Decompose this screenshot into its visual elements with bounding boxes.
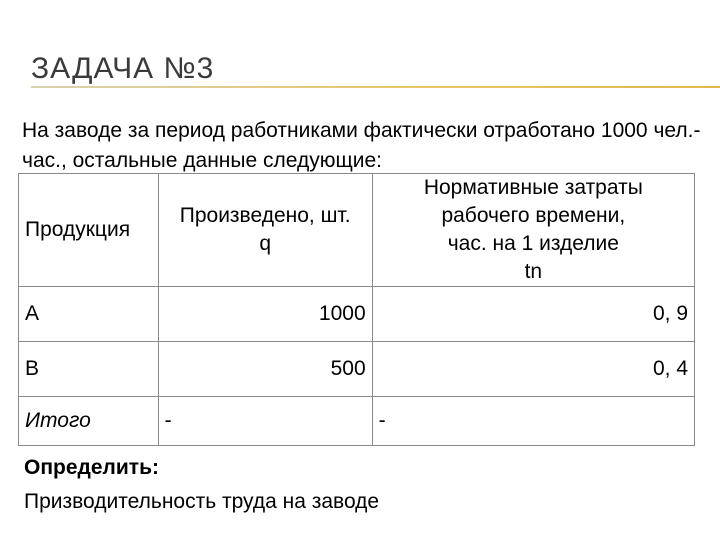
data-table [18, 173, 695, 446]
cell-total-produced: - [158, 397, 372, 446]
header-product: Продукция [19, 174, 159, 287]
table-total-row [19, 397, 695, 446]
task-text: Призводительность труда на заводе [24, 490, 380, 513]
cell-product: В [19, 342, 159, 397]
header-norm-line3: час. на 1 изделие [447, 232, 619, 255]
cell-norm: 0, 4 [372, 342, 694, 397]
header-norm-line4: tn [524, 260, 543, 283]
table-row [19, 342, 695, 397]
cell-produced: 500 [158, 342, 372, 397]
cell-produced: 1000 [158, 287, 372, 342]
cell-product: А [19, 287, 159, 342]
header-produced-line2: q [259, 232, 271, 255]
table-row [19, 287, 695, 342]
determine-label: Определить: [24, 456, 159, 479]
title-underline [31, 86, 720, 88]
cell-total-norm: - [372, 397, 694, 446]
intro-text: На заводе за период работниками фактически отработано 1000 чел.-час., остальные данные следующие: [22, 119, 701, 172]
header-norm [372, 174, 694, 287]
header-produced-line1: Произведено, шт. [179, 204, 351, 227]
header-norm-line1: Нормативные затраты [423, 176, 643, 199]
cell-norm: 0, 9 [372, 287, 694, 342]
cell-total-label: Итого [19, 397, 159, 446]
header-produced [158, 174, 372, 287]
table-header-row [19, 174, 695, 287]
header-norm-line2: рабочего времени, [441, 204, 626, 227]
slide-title: ЗАДАЧА №3 [31, 52, 215, 85]
